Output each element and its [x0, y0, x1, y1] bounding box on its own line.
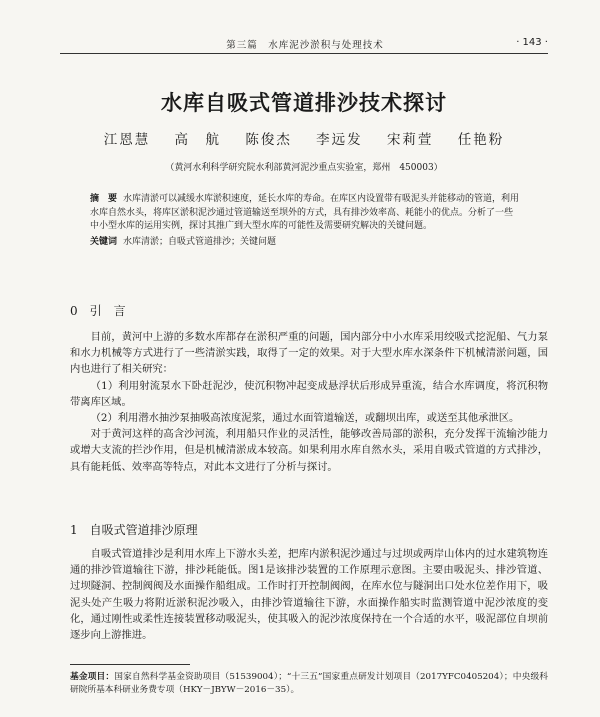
paragraph: （2）利用潜水抽沙泵抽吸高浓度泥浆，通过水面管道输送，或翻坝出库，或送至其他承泄区。: [90, 412, 520, 425]
section-heading-principle: [70, 521, 198, 538]
section-title: 自吸式管道排沙原理: [89, 523, 198, 537]
abstract-block: [90, 193, 520, 249]
section-number: 1: [70, 523, 78, 537]
footnote-rule: [70, 664, 190, 665]
principle-body: [70, 546, 548, 643]
footnote-label: 基金项目：: [70, 672, 115, 682]
introduction-body: [70, 329, 548, 475]
abstract: [90, 193, 520, 234]
author-list: [60, 128, 548, 148]
section-number: 0: [70, 304, 78, 318]
section-heading-introduction: [70, 302, 126, 319]
keywords-label: 关键词: [90, 236, 118, 247]
author: 任艳粉: [457, 132, 505, 148]
paragraph: （1）利用射流泵水下卧赶泥沙，使沉积物冲起变成悬浮状后形成异重流，结合水库调度，将沉积物带离库区域。: [70, 379, 548, 408]
paragraph: 自吸式管道排沙是利用水库上下游水头差，把库内淤积泥沙通过与过坝或两岸山体内的过水建筑物连通的排沙管道输往下游，排沙耗能低。图1是该排沙装置的工作原理示意图。主要由吸泥头、排沙管道、过坝隧洞、控制阀阀及水面操作船组成。工作时打开控制阀阀，在库水位与隧洞出口处水位差作用下，吸泥头处产生吸力将附近淤积泥沙吸入，由排沙管道输往下游，水面操作船实时监测管道中泥沙浓度的变化，通过刚性或柔性连接装置移动吸泥头，使其吸入的泥沙浓度保持在一个合适的水平，吸泥部位自坝前逐步向上游推进。: [70, 548, 548, 642]
header-rule: [60, 53, 548, 54]
author: 宋莉萱: [386, 132, 434, 148]
footnote-text: 国家自然科学基金资助项目（51539004）；“十三五”国家重点研发计划项目（2017YFC0405204）；中央级科研院所基本科研业务费专项（HKY－JBYW－2016－35）。: [70, 672, 548, 695]
paragraph: 对于黄河这样的高含沙河流，利用船只作业的灵活性，能够改善局部的淤积，充分发挥干流输沙能力或增大支流的拦沙作用，但是机械清淤成本较高。如果利用水库自然水头，采用自吸式管道的方式排沙，具有能耗低、效率高等特点，对此本文进行了分析与探讨。: [70, 428, 548, 473]
author: 李远发: [316, 132, 363, 148]
paper-title: 水库自吸式管道排沙技术探讨: [161, 91, 447, 115]
keywords-text: 水库清淤；自吸式管道排沙；关键问题: [123, 236, 277, 247]
running-head: 第三篇 水库泥沙淤积与处理技术: [226, 40, 384, 51]
paragraph: 目前，黄河中上游的多数水库都存在淤积严重的问题，国内部分中小水库采用绞吸式挖泥船、气力泵和水力机械等方式进行了一些清淤实践，取得了一定的效果。对于大型水库水深条件下机械清淤问题，国内也进行了相关研究：: [70, 331, 548, 376]
author: 江恩慧: [103, 132, 151, 148]
funding-footnote: [70, 671, 548, 697]
affiliation: （黄河水利科学研究院水利部黄河泥沙重点实验室，郑州 450003）: [165, 163, 443, 173]
page-number: · 143 ·: [516, 37, 548, 48]
author: 高 航: [174, 132, 222, 148]
abstract-text: 水库清淤可以减缓水库淤积速度，延长水库的寿命。在库区内设置带有吸泥头并能移动的管道，利用水库自然水头，将库区淤积泥沙通过管道输送至坝外的方式，具有排沙效率高、耗能小的优点。分析了一些中小型水库的运用实例，探讨其推广到大型水库的可能性及需要研究解决的关键问题。: [90, 194, 520, 231]
abstract-label: 摘 要: [90, 194, 118, 204]
author: 陈俊杰: [245, 132, 292, 148]
keywords: [90, 236, 520, 250]
section-title: 引 言: [89, 304, 126, 318]
